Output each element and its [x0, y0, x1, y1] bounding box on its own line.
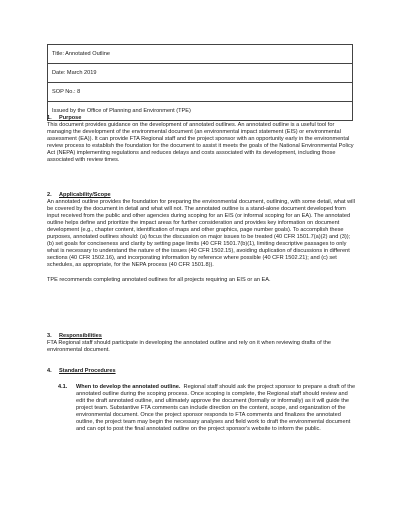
section-paragraph: FTA Regional staff should participate in developing the annotated outline and rely on it when reviewing drafts of the environmental document.: [47, 340, 332, 354]
section-paragraph: TPE recommends completing annotated outlines for all projects requiring an EIS or an EA.: [47, 276, 271, 283]
subsection-4-1: [58, 384, 358, 433]
issuer-cell: Issued by the Office of Planning and Environment (TPE): [48, 102, 353, 121]
subsection-heading: When to develop the annotated outline.: [76, 384, 181, 390]
section-title: Purpose: [59, 115, 82, 121]
section-purpose: [47, 115, 357, 164]
section-paragraph: An annotated outline provides the foundation for preparing the environmental document, outlining, with some detail, what will be covered by the document in detail and what will not. The annotated outline is a stand-alone document developed from input received from the public and other agencies during scoping for an EIS (or informal scoping for an EA). The annotated outline helps define and prioritize the impact areas for further consideration and provides key information on document development (e.g., chapter content, identification of maps and other graphics, page number goals). To accomplish these purposes, annotated outlines should: (a) focus the discussion on major issues to be treated (40 CFR 1501.7(a)(2) and (3)); (b) set goals for conciseness and clarity by setting page limits (40 CFR 1501.7(b)(1), limiting descriptive passages to only what is necessary to understand the nature of the issues (40 CFR 1502.15), avoiding duplication of discussions in different sections (40 CFR 1502.16), and incorporating information by reference where possible (40 CFR 1502.21); and (c) set schedules, as appropriate, for the NEPA process (40 CFR 1501.8)).: [47, 199, 355, 269]
section-responsibilities: [47, 333, 357, 354]
sop-number-cell: SOP No.: 8: [48, 83, 353, 102]
section-standard-procedures: [47, 368, 357, 375]
section-paragraph: This document provides guidance on the development of annotated outlines. An annotated outline is a useful tool for managing the development of the environmental document (an environmental impact statement (EIS) or environmental assessment (EA)). It can provide FTA Regional staff and the project sponsor with an opportunity early in the environmental review process to establish the foundation for the document to assist it meets the goals of the National Environmental Policy Act (NEPA) implementing regulations and reduces delays and costs associated with its development, including those associated with review times.: [47, 122, 354, 164]
section-number: 1.: [47, 115, 52, 121]
section-applicability: [47, 192, 357, 284]
table-row: [48, 83, 353, 102]
section-title: Responsibilities: [59, 333, 102, 339]
title-cell: Title: Annotated Outline: [48, 45, 353, 64]
subsection-number: 4.1.: [58, 384, 68, 390]
section-number: 2.: [47, 192, 52, 198]
subsection-paragraph: [58, 384, 358, 433]
section-title: Standard Procedures: [59, 368, 116, 374]
section-number: 4.: [47, 368, 52, 374]
section-number: 3.: [47, 333, 52, 339]
subsection-body: Regional staff should ask the project sponsor to prepare a draft of the annotated outline during the scoping process. Once scoping is complete, the Regional staff should review and edit the draft annotated outline, and ultimately approve the document (formally or informally) as it will guide the project team. Substantive FTA comments can include direction on the content, scope, and organization of the environmental document. Once the project sponsor responds to FTA comments and finalizes the annotated outline, the project team may begin the necessary analyses and field work to draft the environmental document and can opt to post the final annotated outline on the project sponsor's website to inform the public.: [76, 384, 356, 433]
table-row: [48, 64, 353, 83]
sop-info-table: [47, 44, 353, 121]
table-row: [48, 45, 353, 64]
section-title: Applicability/Scope: [59, 192, 111, 198]
date-cell: Date: March 2019: [48, 64, 353, 83]
